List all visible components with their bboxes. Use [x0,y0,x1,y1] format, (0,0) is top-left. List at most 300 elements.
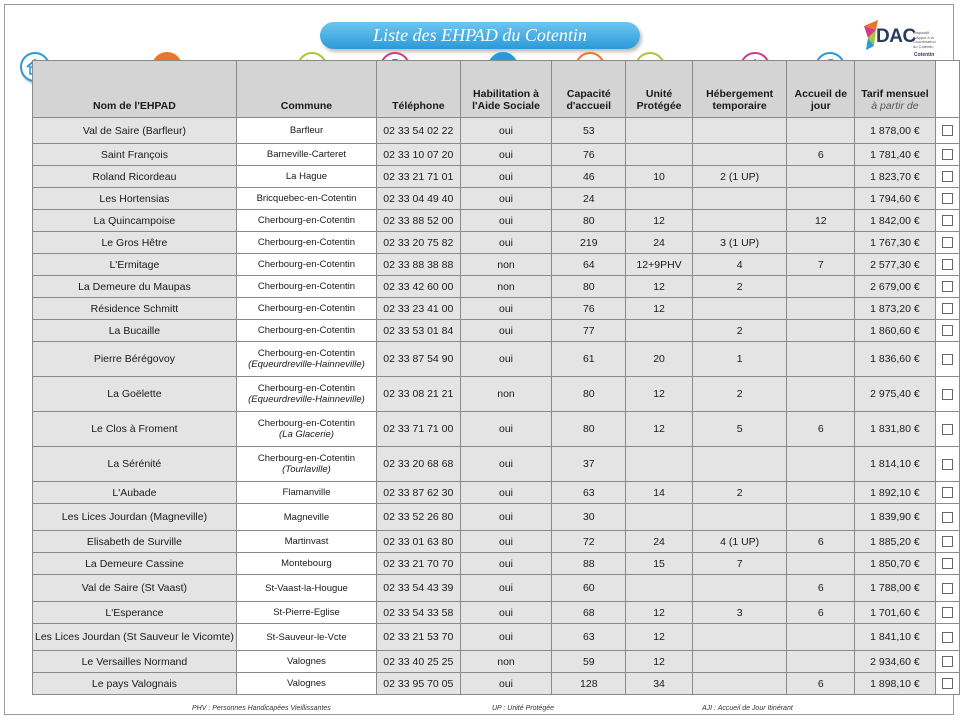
ehpad-temporary-stay: 5 [693,412,787,447]
ehpad-social-aid: oui [460,320,552,342]
ehpad-commune [236,166,376,188]
ehpad-commune [236,673,376,695]
ehpad-temporary-stay [693,447,787,482]
ehpad-tarif: 1 873,20 € [855,298,935,320]
ehpad-phone: 02 33 04 49 40 [377,188,460,210]
ehpad-protected-unit: 12 [626,276,693,298]
ehpad-name: Les Hortensias [33,188,237,210]
ehpad-day-care: 6 [787,412,855,447]
ehpad-commune [236,531,376,553]
commune-label: Martinvast [284,536,329,547]
commune-label: Cherbourg-en-Cotentin [257,453,356,464]
ehpad-capacity: 77 [552,320,626,342]
ehpad-name: L'Esperance [33,602,237,624]
ehpad-tarif: 2 934,60 € [855,651,935,673]
row-checkbox[interactable] [942,125,953,136]
ehpad-commune [236,624,376,651]
ehpad-name: La Quincampoise [33,210,237,232]
ehpad-commune [236,254,376,276]
ehpad-temporary-stay: 4 [693,254,787,276]
ehpad-protected-unit [626,118,693,144]
ehpad-tarif: 1 850,70 € [855,553,935,575]
ehpad-temporary-stay [693,651,787,673]
ehpad-tarif: 1 898,10 € [855,673,935,695]
ehpad-temporary-stay: 2 [693,320,787,342]
commune-label: Cherbourg-en-Cotentin [257,237,356,248]
ehpad-protected-unit: 12 [626,412,693,447]
row-checkbox[interactable] [942,354,953,365]
ehpad-commune [236,482,376,504]
header-day-care: Accueil de jour [787,61,855,118]
ehpad-commune [236,504,376,531]
ehpad-protected-unit [626,575,693,602]
ehpad-capacity: 80 [552,377,626,412]
header-tarif-sub: à partir de [871,100,919,112]
ehpad-social-aid: oui [460,531,552,553]
ehpad-temporary-stay: 1 [693,342,787,377]
ehpad-capacity: 64 [552,254,626,276]
row-checkbox-cell [935,342,959,377]
ehpad-social-aid: non [460,254,552,276]
ehpad-capacity: 128 [552,673,626,695]
header-tarif-label: Tarif mensuel [861,88,929,100]
ehpad-phone: 02 33 21 70 70 [377,553,460,575]
ehpad-temporary-stay: 2 [693,377,787,412]
row-checkbox[interactable] [942,656,953,667]
ehpad-phone: 02 33 21 71 01 [377,166,460,188]
ehpad-tarif: 1 860,60 € [855,320,935,342]
table-row [33,377,960,412]
ehpad-phone: 02 33 54 02 22 [377,118,460,144]
ehpad-tarif: 2 679,00 € [855,276,935,298]
ehpad-tarif: 1 794,60 € [855,188,935,210]
ehpad-tarif: 1 878,00 € [855,118,935,144]
row-checkbox[interactable] [942,632,953,643]
header-checkbox [935,61,959,118]
ehpad-protected-unit: 34 [626,673,693,695]
table-row [33,531,960,553]
table-row [33,298,960,320]
ehpad-day-care [787,188,855,210]
ehpad-social-aid: oui [460,188,552,210]
ehpad-temporary-stay [693,575,787,602]
ehpad-capacity: 46 [552,166,626,188]
row-checkbox[interactable] [942,607,953,618]
ehpad-capacity: 72 [552,531,626,553]
ehpad-capacity: 80 [552,210,626,232]
ehpad-name: Les Lices Jourdan (St Sauveur le Vicomte) [33,624,237,651]
ehpad-phone: 02 33 42 60 00 [377,276,460,298]
table-row [33,118,960,144]
row-checkbox-cell [935,602,959,624]
row-checkbox-cell [935,320,959,342]
ehpad-commune [236,320,376,342]
ehpad-temporary-stay [693,624,787,651]
row-checkbox[interactable] [942,193,953,204]
ehpad-protected-unit: 24 [626,531,693,553]
ehpad-temporary-stay [693,188,787,210]
header-up: Unité Protégée [626,61,693,118]
ehpad-tarif: 1 839,90 € [855,504,935,531]
ehpad-commune [236,188,376,210]
ehpad-capacity: 24 [552,188,626,210]
table-row [33,166,960,188]
row-checkbox[interactable] [942,487,953,498]
ehpad-day-care [787,504,855,531]
ehpad-tarif: 1 836,60 € [855,342,935,377]
row-checkbox-cell [935,504,959,531]
table-row [33,342,960,377]
row-checkbox[interactable] [942,512,953,523]
row-checkbox-cell [935,118,959,144]
ehpad-name: La Goëlette [33,377,237,412]
row-checkbox[interactable] [942,558,953,569]
ehpad-commune [236,412,376,447]
commune-label: Cherbourg-en-Cotentin [257,303,356,314]
logo-subtitle: Dispositif d'Appui à la Coordination du Cotentin [913,30,936,49]
table-row [33,602,960,624]
ehpad-temporary-stay [693,298,787,320]
ehpad-name: L'Ermitage [33,254,237,276]
commune-label: Cherbourg-en-Cotentin [257,348,356,359]
ehpad-tarif: 1 788,00 € [855,575,935,602]
header-name: Nom de l'EHPAD [33,61,237,118]
ehpad-phone: 02 33 88 38 88 [377,254,460,276]
row-checkbox-cell [935,624,959,651]
row-checkbox-cell [935,575,959,602]
ehpad-name: Pierre Bérégovoy [33,342,237,377]
ehpad-name: La Demeure du Maupas [33,276,237,298]
ehpad-temporary-stay: 2 (1 UP) [693,166,787,188]
row-checkbox[interactable] [942,325,953,336]
row-checkbox[interactable] [942,215,953,226]
ehpad-phone: 02 33 40 25 25 [377,651,460,673]
ehpad-phone: 02 33 87 62 30 [377,482,460,504]
table-row [33,482,960,504]
ehpad-day-care [787,447,855,482]
ehpad-phone: 02 33 95 70 05 [377,673,460,695]
ehpad-name: La Sérénité [33,447,237,482]
commune-label: Valognes [287,678,326,689]
row-checkbox-cell [935,531,959,553]
ehpad-phone: 02 33 20 75 82 [377,232,460,254]
ehpad-day-care: 6 [787,575,855,602]
commune-sub-label: (La Glacerie) [279,429,334,440]
row-checkbox[interactable] [942,303,953,314]
ehpad-day-care: 7 [787,254,855,276]
ehpad-temporary-stay: 3 [693,602,787,624]
footer-up: UP : Unité Protégée [492,705,554,712]
ehpad-day-care [787,320,855,342]
row-checkbox-cell [935,651,959,673]
ehpad-day-care [787,298,855,320]
ehpad-name: Roland Ricordeau [33,166,237,188]
commune-label: Flamanville [282,487,331,498]
ehpad-day-care [787,232,855,254]
ehpad-day-care [787,482,855,504]
ehpad-temporary-stay: 2 [693,276,787,298]
ehpad-capacity: 61 [552,342,626,377]
commune-label: Montebourg [281,558,332,569]
ehpad-protected-unit [626,144,693,166]
ehpad-commune [236,447,376,482]
ehpad-phone: 02 33 53 01 84 [377,320,460,342]
ehpad-commune [236,342,376,377]
ehpad-temporary-stay: 3 (1 UP) [693,232,787,254]
ehpad-protected-unit [626,188,693,210]
ehpad-protected-unit [626,447,693,482]
ehpad-day-care: 12 [787,210,855,232]
ehpad-name: La Bucaille [33,320,237,342]
ehpad-social-aid: oui [460,447,552,482]
ehpad-social-aid: oui [460,298,552,320]
ehpad-day-care [787,377,855,412]
ehpad-name: La Demeure Cassine [33,553,237,575]
row-checkbox-cell [935,447,959,482]
ehpad-social-aid: oui [460,210,552,232]
commune-label: St-Sauveur-le-Vcte [266,631,347,643]
ehpad-social-aid: oui [460,553,552,575]
row-checkbox[interactable] [942,459,953,470]
commune-label: La Hague [285,171,328,182]
logo-city: Cotentin [914,52,935,58]
table-row [33,447,960,482]
ehpad-tarif: 1 701,60 € [855,602,935,624]
commune-label: Bricquebec-en-Cotentin [256,193,357,204]
ehpad-capacity: 59 [552,651,626,673]
commune-label: Magneville [283,511,330,523]
row-checkbox-cell [935,232,959,254]
ehpad-commune [236,232,376,254]
row-checkbox-cell [935,166,959,188]
ehpad-name: Le Gros Hêtre [33,232,237,254]
ehpad-day-care: 6 [787,144,855,166]
commune-label: Barfleur [289,125,324,136]
ehpad-social-aid: oui [460,118,552,144]
ehpad-capacity: 80 [552,412,626,447]
table-row [33,575,960,602]
ehpad-day-care: 6 [787,531,855,553]
ehpad-day-care [787,118,855,144]
ehpad-name: Le Clos à Froment [33,412,237,447]
ehpad-name: Val de Saire (St Vaast) [33,575,237,602]
ehpad-phone: 02 33 01 63 80 [377,531,460,553]
ehpad-name: L'Aubade [33,482,237,504]
ehpad-capacity: 30 [552,504,626,531]
ehpad-tarif: 1 823,70 € [855,166,935,188]
ehpad-commune [236,377,376,412]
ehpad-commune [236,210,376,232]
ehpad-protected-unit: 12 [626,210,693,232]
ehpad-phone: 02 33 54 43 39 [377,575,460,602]
ehpad-protected-unit: 12 [626,651,693,673]
ehpad-protected-unit: 12 [626,602,693,624]
ehpad-protected-unit: 12+9PHV [626,254,693,276]
ehpad-name: Val de Saire (Barfleur) [33,118,237,144]
ehpad-name: Elisabeth de Surville [33,531,237,553]
ehpad-tarif: 1 842,00 € [855,210,935,232]
ehpad-social-aid: non [460,276,552,298]
ehpad-capacity: 68 [552,602,626,624]
row-checkbox-cell [935,210,959,232]
ehpad-capacity: 63 [552,482,626,504]
ehpad-social-aid: oui [460,504,552,531]
ehpad-social-aid: non [460,651,552,673]
ehpad-protected-unit: 12 [626,377,693,412]
row-checkbox-cell [935,276,959,298]
row-checkbox[interactable] [942,281,953,292]
ehpad-table [32,60,960,695]
ehpad-social-aid: oui [460,232,552,254]
commune-sub-label: (Equeurdreville-Hainneville) [248,359,365,370]
ehpad-commune [236,118,376,144]
row-checkbox-cell [935,673,959,695]
ehpad-temporary-stay: 4 (1 UP) [693,531,787,553]
row-checkbox[interactable] [942,149,953,160]
row-checkbox-cell [935,298,959,320]
row-checkbox-cell [935,254,959,276]
row-checkbox[interactable] [942,259,953,270]
ehpad-tarif: 2 577,30 € [855,254,935,276]
table-row [33,210,960,232]
table-row [33,553,960,575]
ehpad-phone: 02 33 08 21 21 [377,377,460,412]
table-row [33,276,960,298]
logo-text: DAC [876,26,916,47]
ehpad-name: Résidence Schmitt [33,298,237,320]
ehpad-tarif: 1 892,10 € [855,482,935,504]
ehpad-commune [236,276,376,298]
ehpad-protected-unit [626,320,693,342]
table-row [33,320,960,342]
ehpad-commune [236,553,376,575]
ehpad-tarif: 1 885,20 € [855,531,935,553]
ehpad-day-care [787,166,855,188]
row-checkbox[interactable] [942,583,953,594]
table-row [33,624,960,651]
ehpad-capacity: 219 [552,232,626,254]
ehpad-temporary-stay [693,210,787,232]
ehpad-social-aid: oui [460,342,552,377]
ehpad-capacity: 37 [552,447,626,482]
ehpad-social-aid: oui [460,412,552,447]
ehpad-day-care [787,624,855,651]
ehpad-temporary-stay [693,673,787,695]
ehpad-commune [236,651,376,673]
ehpad-phone: 02 33 71 71 00 [377,412,460,447]
commune-label: Cherbourg-en-Cotentin [257,325,356,336]
ehpad-phone: 02 33 21 53 70 [377,624,460,651]
ehpad-temporary-stay: 2 [693,482,787,504]
header-social: Habilitation à l'Aide Sociale [460,61,552,118]
commune-sub-label: (Tourlaville) [282,464,331,475]
row-checkbox[interactable] [942,389,953,400]
header-commune: Commune [236,61,376,118]
commune-label: Cherbourg-en-Cotentin [257,418,356,429]
header-capacity: Capacité d'accueil [552,61,626,118]
ehpad-protected-unit [626,504,693,531]
ehpad-capacity: 63 [552,624,626,651]
ehpad-name: Saint François [33,144,237,166]
ehpad-protected-unit: 12 [626,624,693,651]
ehpad-tarif: 1 781,40 € [855,144,935,166]
commune-sub-label: (Equeurdreville-Hainneville) [248,394,365,405]
row-checkbox[interactable] [942,678,953,689]
ehpad-social-aid: oui [460,673,552,695]
row-checkbox-cell [935,377,959,412]
ehpad-phone: 02 33 52 26 80 [377,504,460,531]
table-row [33,504,960,531]
commune-label: Valognes [287,656,326,667]
commune-label: St-Pierre-Eglise [273,607,340,618]
ehpad-temporary-stay: 7 [693,553,787,575]
table-header-row [33,61,960,118]
ehpad-capacity: 80 [552,276,626,298]
ehpad-social-aid: oui [460,624,552,651]
ehpad-protected-unit: 24 [626,232,693,254]
ehpad-protected-unit: 20 [626,342,693,377]
footer-phv: PHV : Personnes Handicapées Vieillissantes [192,705,331,712]
commune-label: St-Vaast-la-Hougue [265,582,348,594]
ehpad-protected-unit: 12 [626,298,693,320]
ehpad-tarif: 1 767,30 € [855,232,935,254]
table-row [33,144,960,166]
header-phone: Téléphone [377,61,460,118]
ehpad-social-aid: oui [460,602,552,624]
ehpad-day-care [787,553,855,575]
ehpad-commune [236,144,376,166]
row-checkbox[interactable] [942,424,953,435]
row-checkbox[interactable] [942,536,953,547]
ehpad-social-aid: oui [460,144,552,166]
row-checkbox-cell [935,412,959,447]
ehpad-capacity: 76 [552,144,626,166]
table-row [33,188,960,210]
ehpad-phone: 02 33 87 54 90 [377,342,460,377]
ehpad-social-aid: oui [460,482,552,504]
ehpad-capacity: 88 [552,553,626,575]
table-row [33,673,960,695]
commune-label: Barneville-Carteret [266,149,347,160]
ehpad-commune [236,575,376,602]
ehpad-name: Les Lices Jourdan (Magneville) [33,504,237,531]
ehpad-name: Le pays Valognais [33,673,237,695]
ehpad-tarif: 1 831,80 € [855,412,935,447]
footer-aji: AJI : Accueil de Jour Itinérant [702,705,793,712]
table-row [33,651,960,673]
ehpad-phone: 02 33 88 52 00 [377,210,460,232]
header-temporary: Hébergement temporaire [693,61,787,118]
ehpad-phone: 02 33 20 68 68 [377,447,460,482]
ehpad-commune [236,298,376,320]
ehpad-temporary-stay [693,504,787,531]
row-checkbox[interactable] [942,171,953,182]
row-checkbox-cell [935,144,959,166]
ehpad-tarif: 1 814,10 € [855,447,935,482]
row-checkbox-cell [935,482,959,504]
ehpad-day-care [787,651,855,673]
commune-label: Cherbourg-en-Cotentin [257,383,356,394]
row-checkbox-cell [935,553,959,575]
header-tarif [855,61,935,118]
table-row [33,232,960,254]
row-checkbox[interactable] [942,237,953,248]
dac-logo [864,20,938,60]
row-checkbox-cell [935,188,959,210]
table-row [33,412,960,447]
ehpad-day-care [787,276,855,298]
ehpad-temporary-stay [693,118,787,144]
